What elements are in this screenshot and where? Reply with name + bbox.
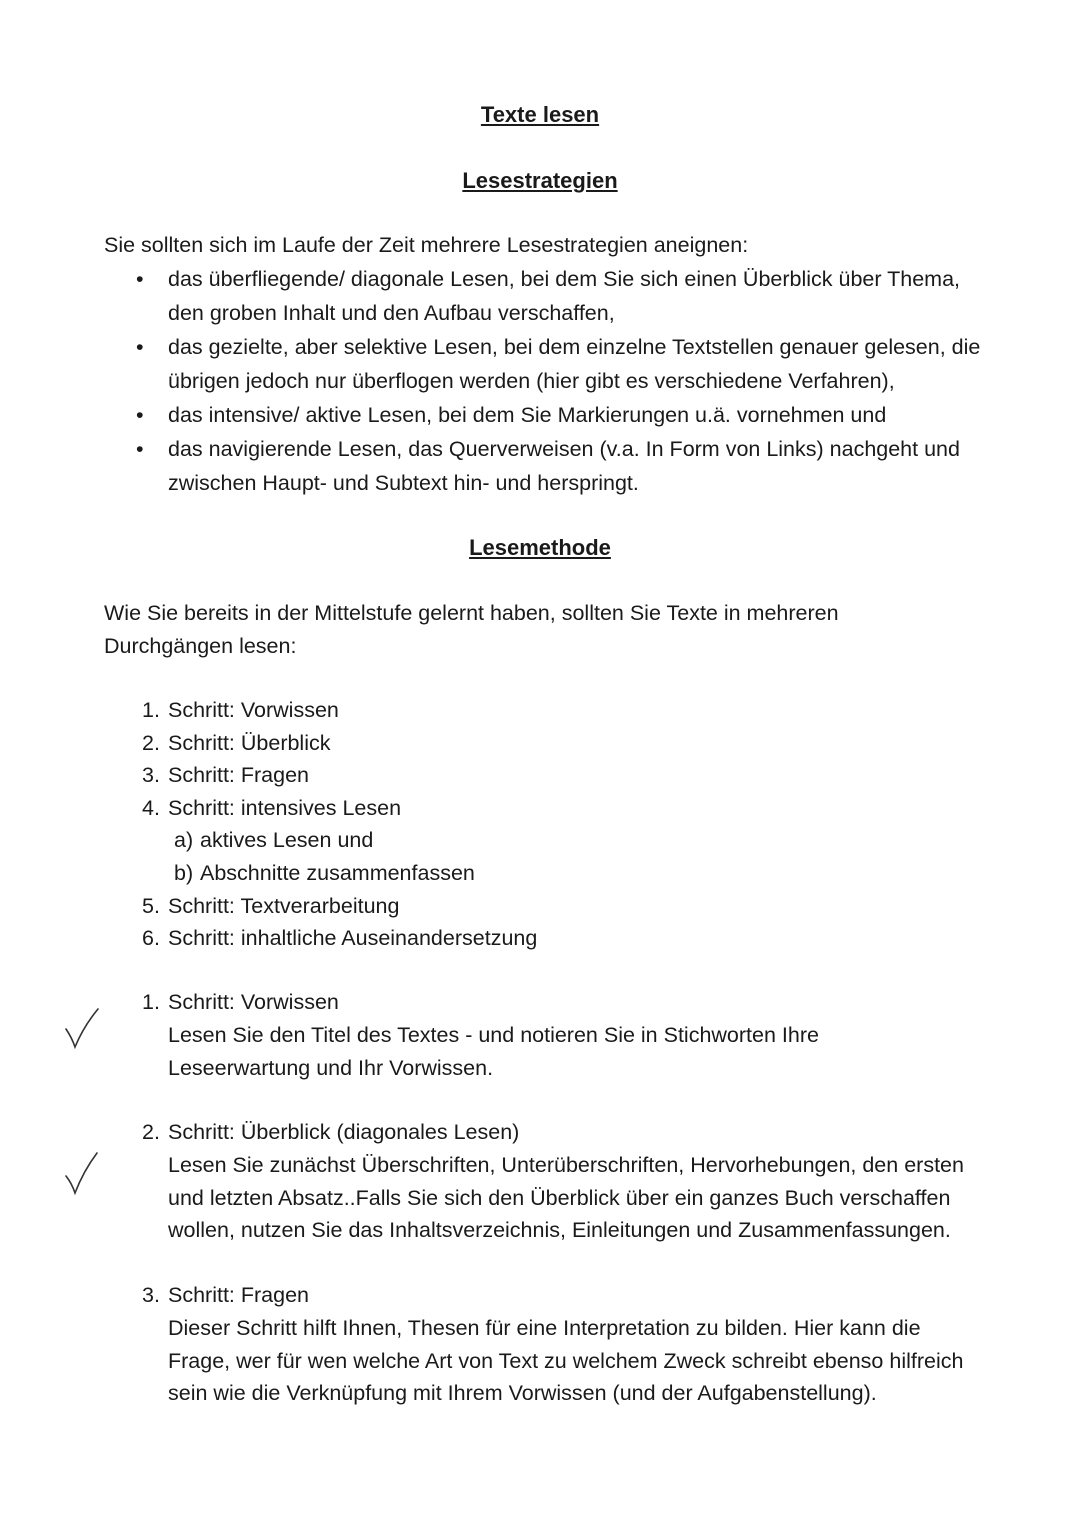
intro-lesestrategien: Sie sollten sich im Laufe der Zeit mehrere Lesestrategien aneignen: [104,233,749,257]
list-item: • das intensive/ aktive Lesen, bei dem Sie Markierungen u.ä. vornehmen und [104,398,984,432]
list-item: b) Abschnitte zusammenfassen [174,860,475,885]
heading-lesestrategien: Lesestrategien [462,168,618,193]
list-item: 2. Schritt: Überblick [142,730,331,755]
list-item: • das navigierende Lesen, das Querverweisen (v.a. In Form von Links) nachgeht und zwischen Haupt- und Subtext hin- und herspringt. [104,432,984,500]
list-item: a) aktives Lesen und [174,828,374,853]
list-item: 6. Schritt: inhaltliche Auseinandersetzung [142,926,538,951]
step-detail-vorwissen: 1. Schritt: Vorwissen Lesen Sie den Titel des Textes - und notieren Sie in Stichworten Ihre Leseerwartung und Ihr Vorwissen. [142,990,819,1080]
checkmark-icon [62,1005,102,1051]
intro-lesemethode: Wie Sie bereits in der Mittelstufe gelernt haben, sollten Sie Texte in mehreren Durchgängen lesen: [104,601,839,658]
steps-list [142,694,537,955]
list-item: 3. Schritt: Fragen [142,763,309,788]
list-item: 1. Schritt: Vorwissen [142,698,339,722]
list-item: • das gezielte, aber selektive Lesen, bei dem einzelne Textstellen genauer gelesen, die übrigen jedoch nur überflogen werden (hier gibt es verschiedene Verfahren), [104,330,984,398]
list-item: • das überfliegende/ diagonale Lesen, bei dem Sie sich einen Überblick über Thema, den groben Inhalt und den Aufbau verschaffen, [104,262,984,330]
heading-lesemethode: Lesemethode [469,535,611,560]
step-detail-ueberblick: 2. Schritt: Überblick (diagonales Lesen) Lesen Sie zunächst Überschriften, Unterüberschriften, Hervorhebungen, den ersten und letzten Absatz..Falls Sie sich den Überblick über ein ganzes Buch verschaffen wollen, nutzen Sie das Inhaltsverzeichnis, Einleitungen und Zusammenfassungen. [142,1120,964,1242]
list-item: 5. Schritt: Textverarbeitung [142,893,400,918]
strategy-list [104,262,984,500]
step-detail-fragen: 3. Schritt: Fragen Dieser Schritt hilft Ihnen, Thesen für eine Interpretation zu bilden. Hier kann die Frage, wer für wen welche Art von Text zu welchem Zweck schreibt ebenso hilfreich sein wie die Verknüpfung mit Ihrem Vorwissen (und der Aufgabenstellung). [142,1283,964,1405]
list-item: 4. Schritt: intensives Lesen [142,795,402,820]
page-title: Texte lesen [480,102,600,127]
checkmark-icon [62,1150,102,1196]
